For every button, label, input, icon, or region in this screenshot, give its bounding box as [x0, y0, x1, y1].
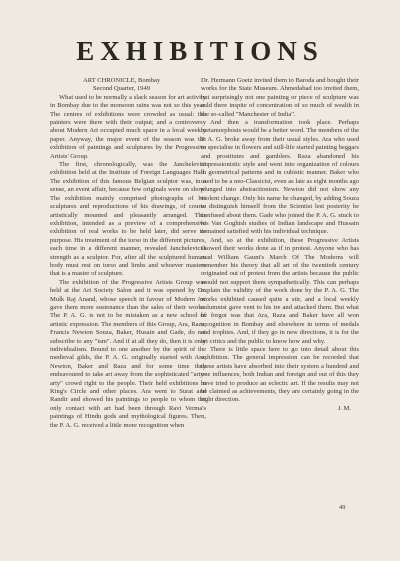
page-number: 49	[339, 504, 346, 511]
left-paragraph-1: What used to be normally a slack season for art activity in Bombay due to the monsoon rains was not so this year. The centres of exhibitions were crowded as usual: the painters were there with their output; and a controversy about Modern Art occupied much space in a local weekly paper. Anyway, the major event of the season was the exhibition of paintings and sculptures by the Progressive Artists' Group.	[50, 93, 206, 160]
right-column	[201, 77, 359, 497]
article-subheading: Second Quarter, 1949	[93, 85, 151, 93]
left-paragraph-2: The first, chronologically, was the Janchelevici exhibition held at the Institute of Foreign Languages Hall. The exhibition of this famous Belgian sculptor was, in a sense, an event affair, because few originals were on show. The exhibition mainly comprised photographs of his sculptures and reproductions of his drawings, of course artistically mounted and pleasantly arranged. This exhibition, intended as a preview of a comprehensive exhibition of real works to be held later, did serve its purpose. His treatment of the torso in the different pictures, each time in a different manner, revealed Janchelevici's strength as a sculptor. For, after all the sculptured human body must rest on torso and limbs and whoever masters that is a master of sculpture.	[50, 161, 206, 278]
page-title: EXHIBITIONS	[76, 36, 324, 66]
right-paragraph-4: There is little space here to go into detail about this exhibition. The general impression can be recorded that these artists have absorbed into their system a hundred and one influences, both Indian and foreign and out of this they have tried to produce an eclectic art. If the results may not be claimed as achievements, they are certainly going in the right direction.	[201, 346, 359, 404]
article-heading: ART CHRONICLE, Bombay	[83, 77, 161, 84]
right-paragraph-1: Dr. Hermann Goetz invited them to Baroda and bought their works for the State Museum. Ahmedabad too invited them, but surprisingly not one painting or piece of sculpture was sold there inspite of concentration of so much of wealth in the so-called "Manchester of India".	[201, 77, 359, 118]
left-paragraph-3: The exhibition of the Progressive Artists Group was held at the Art Society Salon and it was opened by Dr. Mulk Raj Anand, whose speech in favour of Modern Art gave them more sustenance than the sales of their works. The P. A. G. is not to be mistaken as a new school of artistic expression. The members of this Group, Ara, Raza, Francis Newton Souza, Baker, Husain and Gade, do not subscribe to any "ism". And if at all they do, then it is only individualism. Bound to one another by the spirit of the medieval gilds, the P. A. G. originally started with Ara, Newton, Baker and Raza and for some time they endeavoured to take art away from the sophisticated "arty-arty" crowd right to the people. Their held exhibitions in King's Circle and other places. Ara went to Surat and Randir and showed his paintings to people to whom the only contact with art had been through Ravi Verma's paintings of Hindu gods and mythological figures. Then, the P. A. G. received a little more recognition when	[50, 278, 206, 429]
author-signature: J. M.	[337, 404, 351, 412]
right-paragraph-2: And then a transformation took place. Perhaps metamorphosis would be a better word. The members of the P. A. G. broke away from their usual styles. Ara who used to specialise in flowers and still-life started painting beggars and prostitutes and gamblers. Raza abandoned his impressionistic style and went into organization of colours in geometrical patterns and in cubistic manner. Baker who used to be a neo-Classicist, even as late as eight months ago plunged into abstractionism. Newton did not show any violent change. Only his name he changed, by adding Souza to distinguish himself from the Scientist lest posterity be confused about them. Gade who joined the P. A. G. stuck to his Van Goghish studies of Indian landscape and Hussain remained satisfied with his individual technique.	[201, 119, 359, 236]
right-paragraph-3: And, so at the exhibition, these Progressive Artists showed their works done as if in protest. Anyone who has read William Gaunt's March Of The Moderns will remember his theory that all art of the twentieth century originated out of protest from the artists because the public would not support them sympathetically. This can perhaps explain the validity of the work done by the P. A. G. The works exhibited caused quite a stir, and a local weekly columnist gave vent to his ire and attacked them. But what he forgot was that Ara, Raza and Baker have all won recognition in Bombay and elsewhere in terms of medals and trophies. And, if they go in new directions, it is for the art critics and the public to know how and why.	[201, 236, 359, 345]
left-column	[50, 77, 206, 497]
